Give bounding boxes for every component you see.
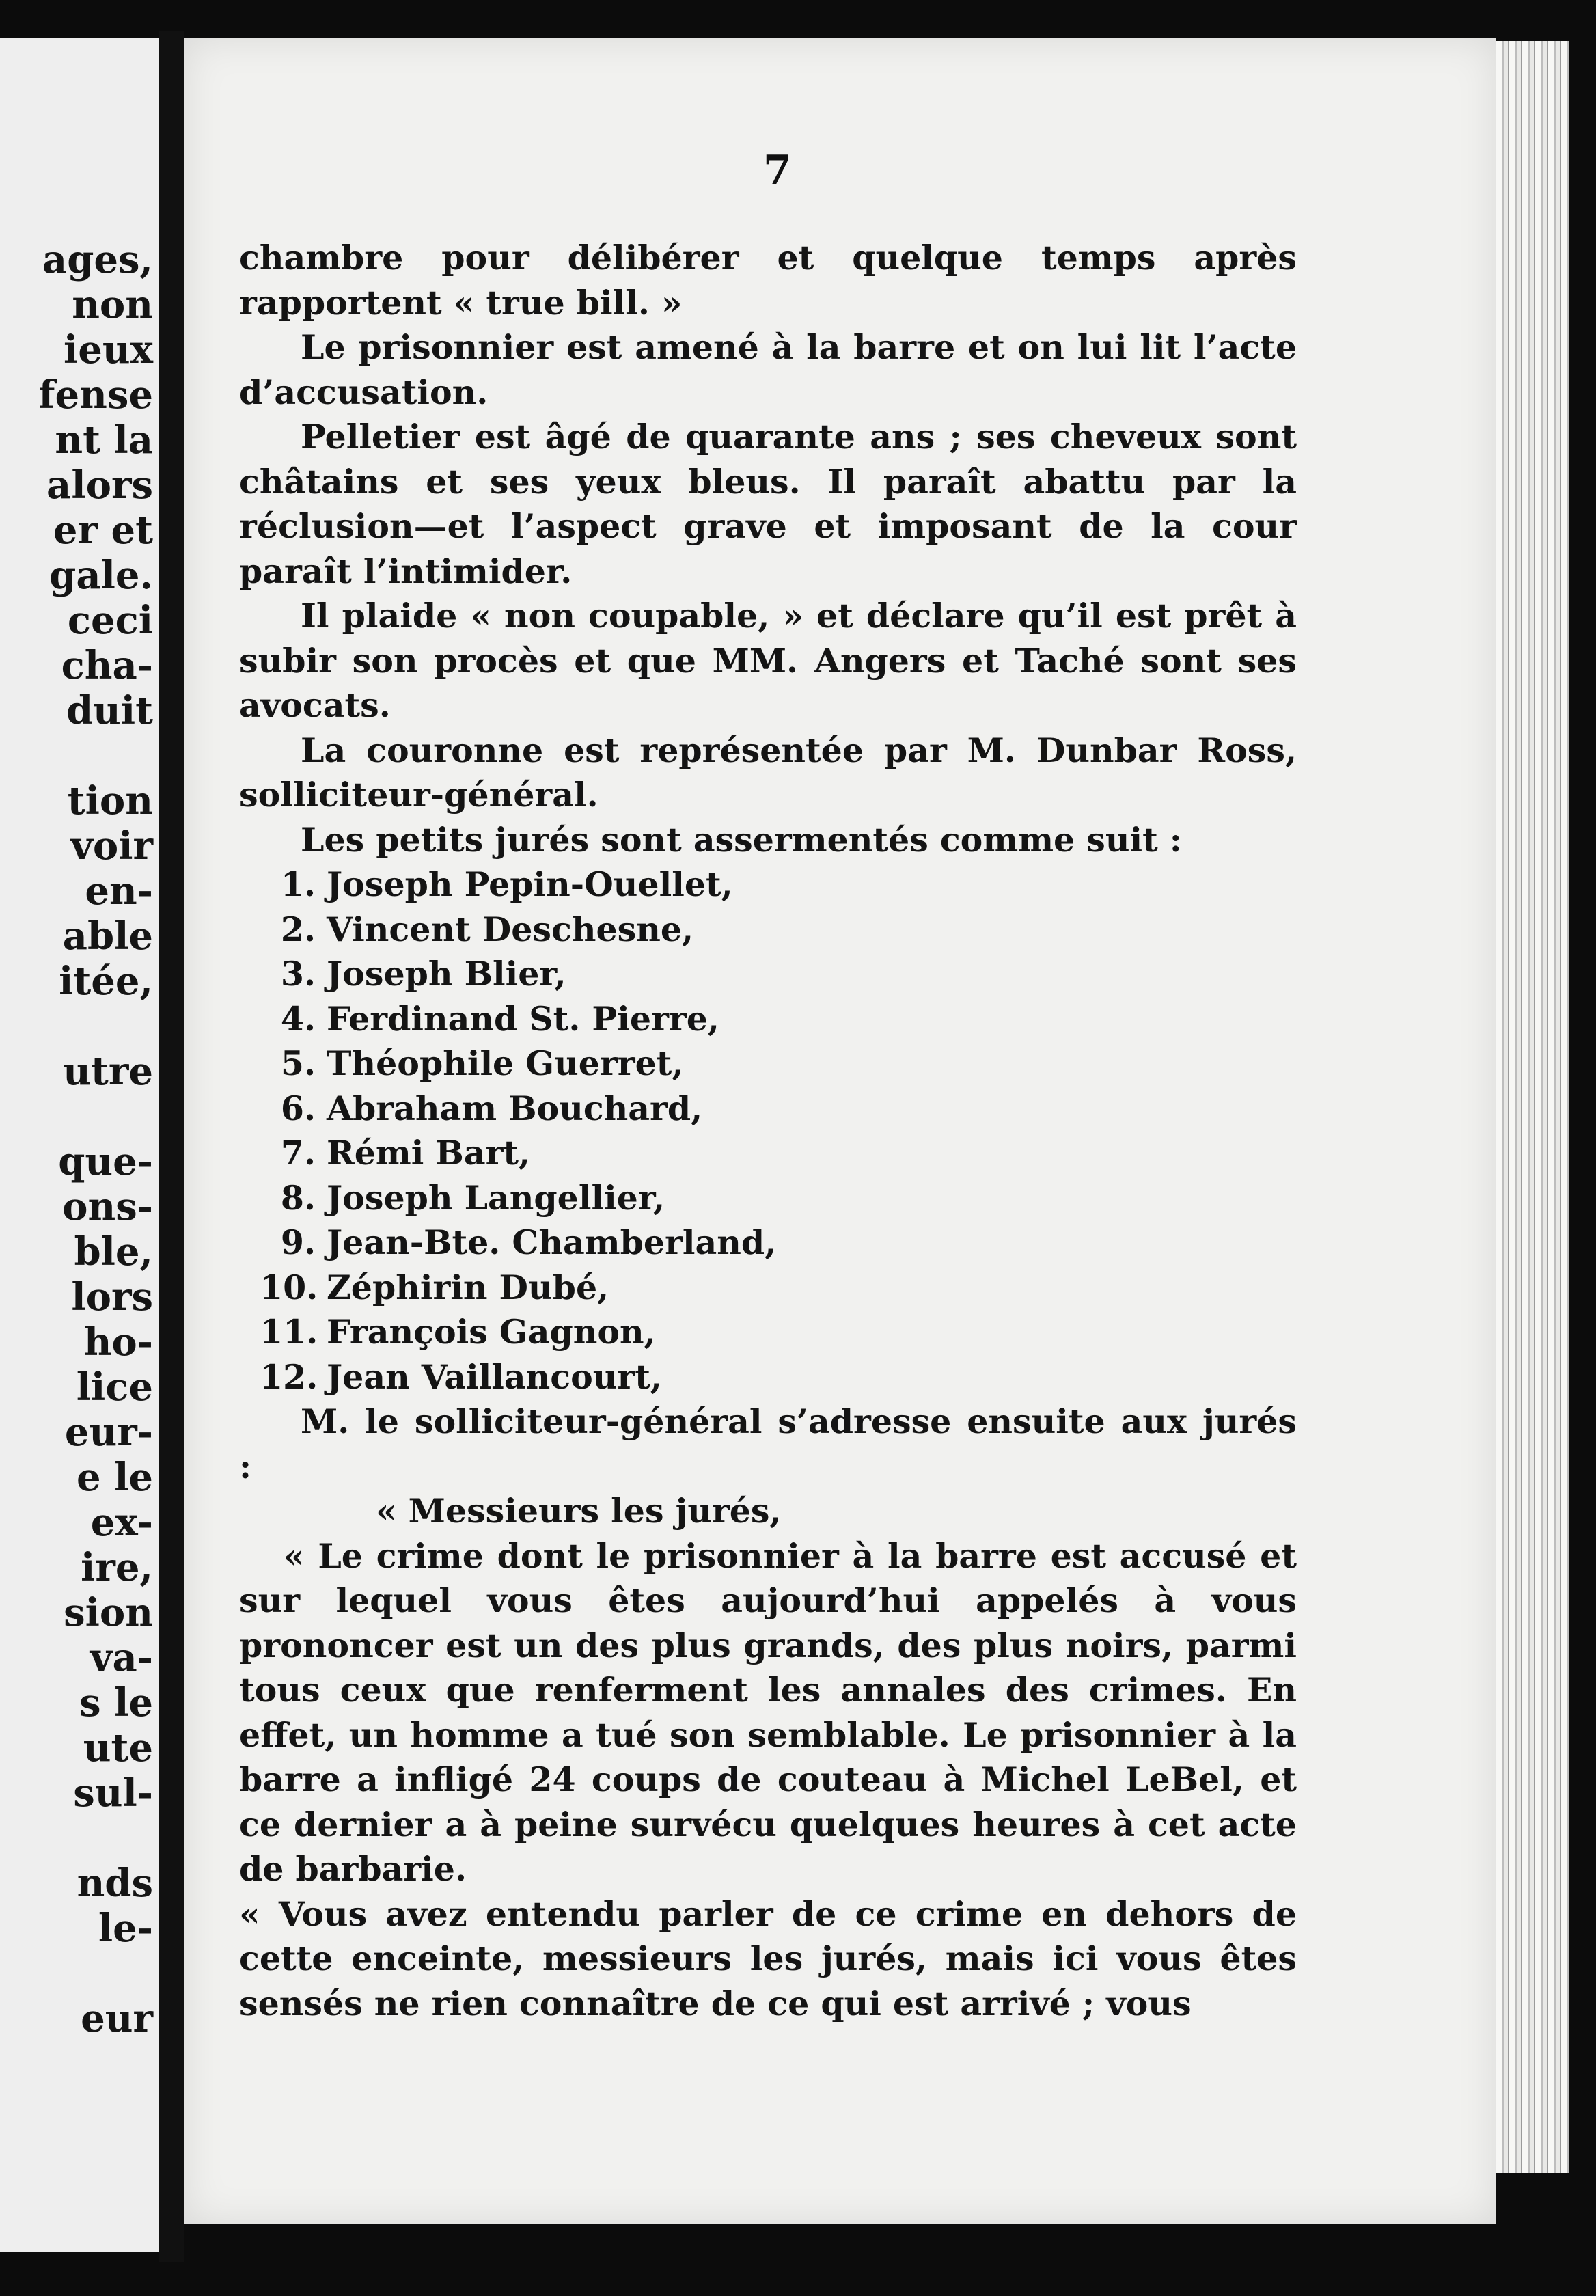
facing-page-fragment: cha-: [61, 643, 153, 688]
facing-page-fragment: alors: [46, 463, 153, 508]
page-edges: [1496, 41, 1569, 2173]
facing-page-fragment: ho-: [83, 1320, 153, 1365]
juror-entry: [239, 862, 1297, 907]
juror-number: 9.: [280, 1222, 316, 1262]
juror-entry: [239, 1041, 1297, 1086]
juror-number: 3.: [280, 954, 316, 994]
juror-number: 10.: [260, 1267, 318, 1307]
juror-name: Abraham Bouchard,: [327, 1088, 703, 1128]
juror-name: Jean Vaillancourt,: [327, 1356, 662, 1397]
juror-name: Rémi Bart,: [327, 1133, 531, 1173]
speech-paragraph: « Vous avez entendu parler de ce crime en dehors de cette enceinte, messieurs les jurés, mais ici vous êtes sensés ne rien connaître de ce qui est arrivé ; vous: [239, 1894, 1297, 2023]
juror-entry: [239, 1086, 1297, 1132]
juror-name: Joseph Pepin-Ouellet,: [327, 864, 733, 904]
juror-entry: [239, 1355, 1297, 1400]
facing-page-fragment: va-: [90, 1635, 153, 1680]
facing-page: [0, 38, 159, 2252]
paragraph-arraignment: Le prisonnier est amené à la barre et on lui lit l’acte d’accusation.: [239, 327, 1297, 412]
speech-salutation: « Messieurs les jurés,: [376, 1491, 782, 1531]
juror-name: Ferdinand St. Pierre,: [327, 998, 719, 1039]
juror-entry: [239, 1131, 1297, 1176]
facing-page-fragment: s le: [79, 1680, 153, 1725]
juror-entry: [239, 1266, 1297, 1311]
page-body: [239, 236, 1297, 2026]
facing-page-fragment: e le: [76, 1455, 153, 1500]
facing-page-fragment: utre: [63, 1049, 153, 1094]
facing-page-fragment: ons-: [62, 1184, 153, 1229]
facing-page-fragment: able: [62, 914, 153, 959]
facing-page-fragment: gale.: [49, 553, 153, 598]
facing-page-fragment: tion: [67, 778, 153, 823]
paragraph-jury-intro: Les petits jurés sont assermentés comme suit :: [301, 819, 1182, 860]
juror-entry: [239, 907, 1297, 953]
facing-page-fragment: ieux: [63, 327, 153, 372]
juror-entry: [239, 1176, 1297, 1221]
facing-page-fragment: ceci: [67, 598, 153, 643]
facing-page-fragment: ire,: [81, 1545, 153, 1590]
facing-page-fragment: eur: [81, 1996, 153, 2041]
juror-name: Vincent Deschesne,: [327, 909, 694, 949]
facing-page-fragment: en-: [85, 869, 153, 914]
juror-name: François Gagnon,: [327, 1312, 656, 1352]
facing-page-fragment: ble,: [74, 1229, 153, 1274]
juror-number: 4.: [280, 998, 316, 1039]
facing-page-fragment: nds: [77, 1861, 153, 1906]
paragraph-description: Pelletier est âgé de quarante ans ; ses cheveux sont châtains et ses yeux bleus. Il paraît abattu par la réclusion—et l’aspect grave et imposant de la cour paraît l’intimider.: [239, 417, 1297, 591]
facing-page-fragment: lors: [71, 1274, 153, 1320]
speech-paragraph: « Le crime dont le prisonnier à la barre est accusé et sur lequel vous êtes aujourd’hui appelés à vous prononcer est un des plus grands, des plus noirs, parmi tous ceux que renferment les annales des crimes. En effet, un homme a tué son semblable. Le prisonnier à la barre a infligé 24 coups de couteau à Michel LeBel, et ce dernier a à peine survécu quelques heures à cet acte de barbarie.: [239, 1535, 1297, 1889]
paragraph-continuation: chambre pour délibérer et quelque temps après rapportent « true bill. »: [239, 238, 1297, 323]
juror-number: 8.: [280, 1177, 316, 1218]
page-number: 7: [763, 147, 792, 195]
facing-page-fragment: ute: [83, 1725, 153, 1771]
juror-name: Jean-Bte. Chamberland,: [327, 1222, 777, 1262]
facing-page-fragment: le-: [98, 1906, 153, 1951]
paragraph-crown: La couronne est représentée par M. Dunbar Ross, solliciteur-général.: [239, 730, 1297, 815]
paragraph-address-intro: M. le solliciteur-général s’adresse ensuite aux jurés :: [239, 1402, 1297, 1486]
juror-number: 1.: [280, 864, 316, 904]
facing-page-fragment: fense: [38, 372, 153, 418]
juror-number: 6.: [280, 1088, 316, 1128]
juror-entry: [239, 997, 1297, 1042]
facing-page-fragment: nt la: [55, 418, 153, 463]
juror-number: 12.: [260, 1356, 318, 1397]
facing-page-fragment: itée,: [59, 959, 153, 1004]
juror-number: 11.: [260, 1312, 318, 1352]
facing-page-fragment: er et: [53, 508, 153, 553]
facing-page-fragment: non: [72, 282, 153, 327]
facing-page-fragment: ex-: [90, 1500, 153, 1545]
juror-number: 7.: [280, 1133, 316, 1173]
book-gutter: [159, 31, 184, 2262]
juror-entry: [239, 1220, 1297, 1266]
facing-page-fragment: voir: [70, 823, 153, 869]
juror-number: 5.: [280, 1043, 316, 1083]
juror-list: [239, 862, 1297, 1399]
juror-name: Joseph Langellier,: [327, 1177, 665, 1218]
paragraph-plea: Il plaide « non coupable, » et déclare qu’il est prêt à subir son procès et que MM. Angers et Taché sont ses avocats.: [239, 596, 1297, 725]
facing-page-fragment: duit: [66, 688, 153, 733]
juror-name: Joseph Blier,: [327, 954, 566, 994]
juror-name: Théophile Guerret,: [327, 1043, 684, 1083]
facing-page-fragment: lice: [76, 1365, 153, 1410]
facing-page-fragment: sion: [64, 1590, 153, 1635]
juror-entry: [239, 1310, 1297, 1355]
facing-page-fragment: sul-: [73, 1771, 153, 1816]
juror-name: Zéphirin Dubé,: [327, 1267, 609, 1307]
facing-page-fragment: ages,: [42, 237, 153, 282]
facing-page-fragment: eur-: [64, 1410, 153, 1455]
juror-number: 2.: [280, 909, 316, 949]
juror-entry: [239, 952, 1297, 997]
facing-page-fragment: que-: [58, 1139, 153, 1184]
